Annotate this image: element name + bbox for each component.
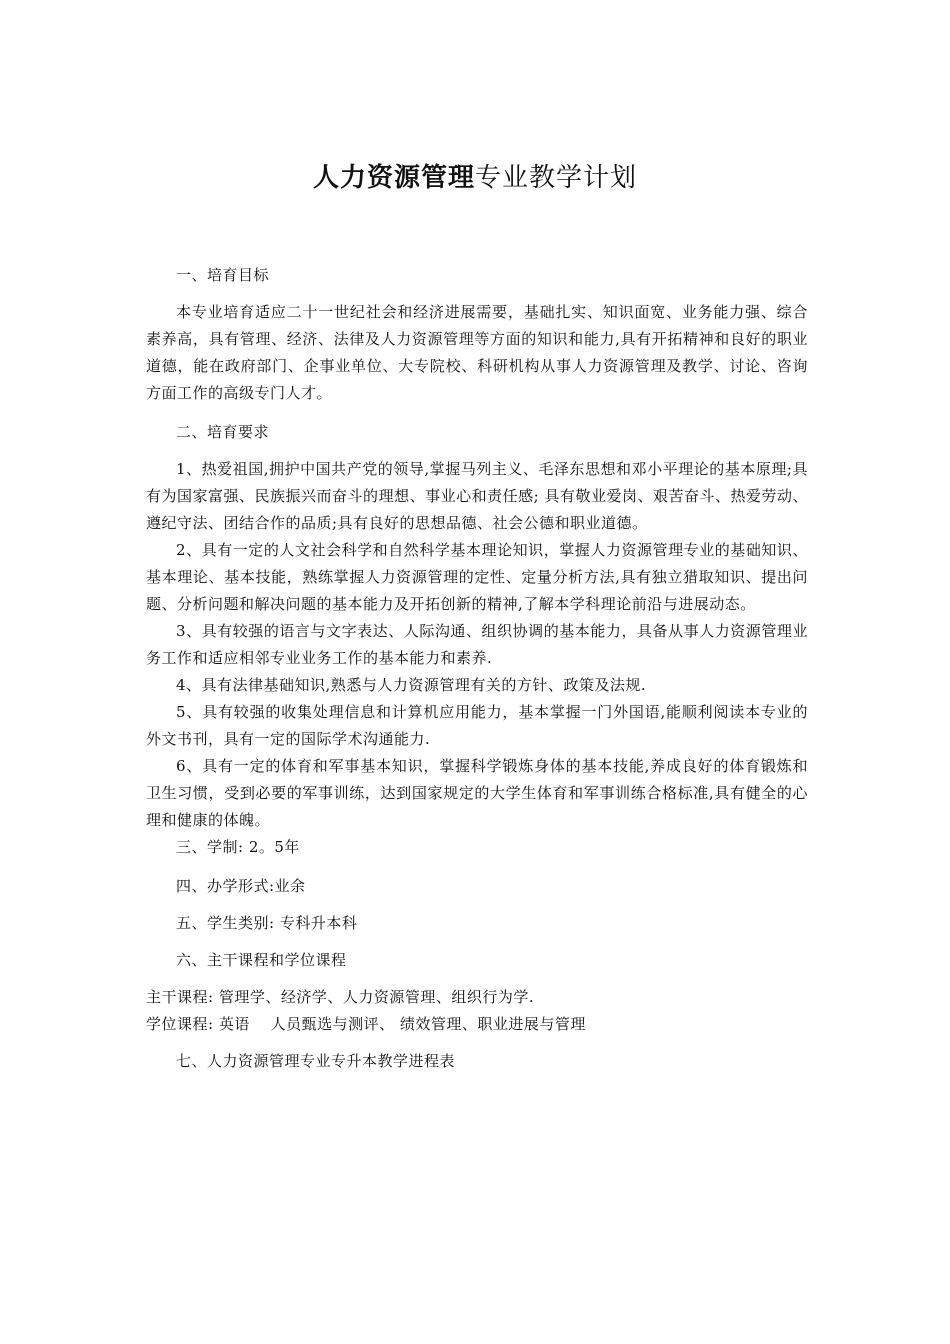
section-heading-courses: 六、主干课程和学位课程 xyxy=(176,951,347,969)
document-body xyxy=(146,262,808,1075)
page-title xyxy=(0,158,950,198)
training-goal-paragraph: 本专业培育适应二十一世纪社会和经济进展需要，基础扎实、知识面宽、业务能力强、综合素养高，具有管理、经济、法律及人力资源管理等方面的知识和能力,具有开拓精神和良好的职业道德，能在政府部门、企事业单位、大专院校、科研机构从事人力资源管理及教学、讨论、咨询方面工作的高级专门人才。 xyxy=(146,303,808,402)
section-heading-teaching-schedule: 七、人力资源管理专业专升本教学进程表 xyxy=(176,1052,456,1070)
title-normal-part: 专业教学计划 xyxy=(475,163,638,193)
section-schooling-length: 三、学制: 2。5年 xyxy=(176,838,300,856)
requirement-item-1: 1、热爱祖国,拥护中国共产党的领导,掌握马列主义、毛泽东思想和邓小平理论的基本原理;具有为国家富强、民族振兴而奋斗的理想、事业心和责任感; 具有敬业爱岗、艰苦奋斗、热爱劳动、遵纪守法、团结合作的品质;具有良好的思想品德、社会公德和职业道德。 xyxy=(146,460,808,532)
section-student-category: 五、学生类别: 专科升本科 xyxy=(176,914,358,932)
requirement-item-2: 2、具有一定的人文社会科学和自然科学基本理论知识，掌握人力资源管理专业的基础知识、基本理论、基本技能，熟练掌握人力资源管理的定性、定量分析方法,具有独立猎取知识、提出问题、分析问题和解决问题的基本能力及开拓创新的精神,了解本学科理论前沿与进展动态。 xyxy=(146,541,808,613)
title-bold-part: 人力资源管理 xyxy=(312,163,475,193)
main-courses: 主干课程: 管理学、经济学、人力资源管理、组织行为学. xyxy=(146,988,535,1006)
requirement-item-4: 4、具有法律基础知识,熟悉与人力资源管理有关的方针、政策及法规. xyxy=(176,676,647,694)
section-heading-training-requirements: 二、培育要求 xyxy=(176,423,270,441)
degree-courses: 学位课程: 英语 人员甄选与测评、 绩效管理、职业进展与管理 xyxy=(146,1015,586,1033)
requirement-item-3: 3、具有较强的语言与文字表达、人际沟通、组织协调的基本能力，具备从事人力资源管理业务工作和适应相邻专业业务工作的基本能力和素养. xyxy=(146,622,808,667)
requirement-item-5: 5、具有较强的收集处理信息和计算机应用能力，基本掌握一门外国语,能顺利阅读本专业的外文书刊，具有一定的国际学术沟通能力. xyxy=(146,703,808,748)
section-study-mode: 四、办学形式:业余 xyxy=(176,877,306,895)
requirement-item-6: 6、具有一定的体育和军事基本知识，掌握科学锻炼身体的基本技能,养成良好的体育锻炼和卫生习惯，受到必要的军事训练，达到国家规定的大学生体育和军事训练合格标准,具有健全的心理和健康的体魄。 xyxy=(146,757,808,829)
section-heading-training-goal: 一、培育目标 xyxy=(176,266,270,284)
